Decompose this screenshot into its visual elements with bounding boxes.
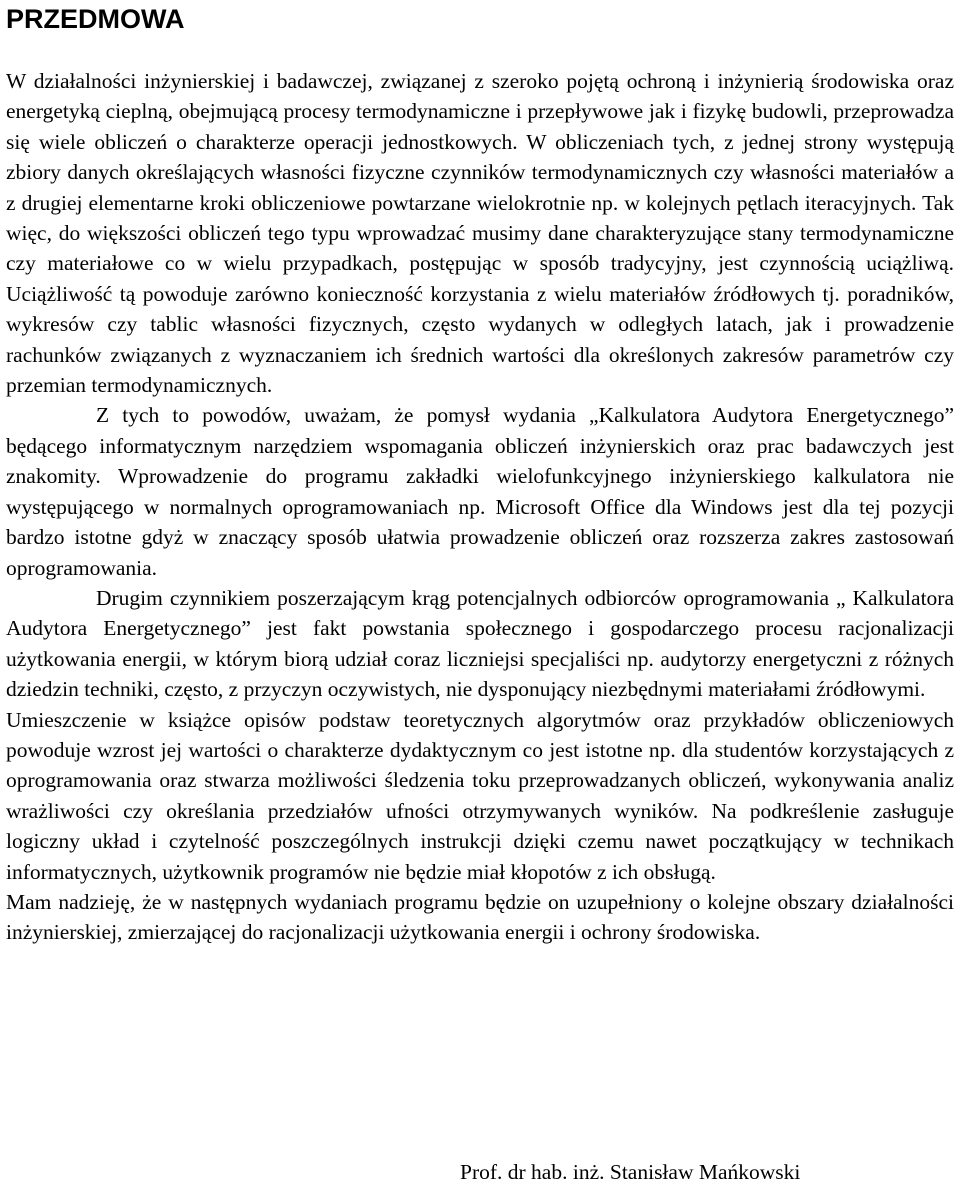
paragraph-didactic-value: Umieszczenie w książce opisów podstaw teoretycznych algorytmów oraz przykładów obliczeniowych powoduje wzrost jej wartości o charakterze dydaktycznym co jest istotne np. dla studentów korzystających z oprogramowania oraz stwarza możliwości śledzenia toku przeprowadzanych obliczeń, wykonywania analiz wrażliwości czy określania przedziałów ufności otrzymywanych wyników. Na podkreślenie zasługuje logiczny układ i czytelność poszczególnych instrukcji dzięki czemu nawet początkujący w technikach informatycznych, użytkownik programów nie będzie miał kłopotów z ich obsługą. [6,707,954,884]
preface-body [6,66,954,948]
page-title: PRZEDMOWA [6,4,185,34]
author-signature: Prof. dr hab. inż. Stanisław Mańkowski [460,1160,801,1184]
paragraph-calculator-idea: Z tych to powodów, uważam, że pomysł wydania „Kalkulatora Audytora Energetycznego” będącego informatycznym narzędziem wspomagania obliczeń inżynierskich oraz prac badawczych jest znakomity. Wprowadzenie do programu zakładki wielofunkcyjnego inżynierskiego kalkulatora nie występującego w normalnych oprogramowaniach np. Microsoft Office dla Windows jest dla tej pozycji bardzo istotne gdyż w znaczący sposób ułatwia prowadzenie obliczeń oraz rozszerza zakres zastosowań oprogramowania. [6,403,954,580]
paragraph-audience: Drugim czynnikiem poszerzającym krąg potencjalnych odbiorców oprogramowania „ Kalkulatora Audytora Energetycznego” jest fakt powstania społecznego i gospodarczego procesu racjonalizacji użytkowania energii, w którym biorą udział coraz liczniejsi specjaliści np. audytorzy energetyczni z różnych dziedzin techniki, często, z przyczyn oczywistych, nie dysponujący niezbędnymi materiałami źródłowymi. [6,585,954,702]
paragraph-closing-hope: Mam nadzieję, że w następnych wydaniach programu będzie on uzupełniony o kolejne obszary działalności inżynierskiej, zmierzającej do racjonalizacji użytkowania energii i ochrony środowiska. [6,889,954,945]
paragraph-intro: W działalności inżynierskiej i badawczej, związanej z szeroko pojętą ochroną i inżynierią środowiska oraz energetyką cieplną, obejmującą procesy termodynamiczne i przepływowe jak i fizykę budowli, przeprowadza się wiele obliczeń o charakterze operacji jednostkowych. W obliczeniach tych, z jednej strony występują zbiory danych określających własności fizyczne czynników termodynamicznych czy własności materiałów a z drugiej elementarne kroki obliczeniowe powtarzane wielokrotnie np. w kolejnych pętlach iteracyjnych. Tak więc, do większości obliczeń tego typu wprowadzać musimy dane charakteryzujące stany termodynamiczne czy materiałowe co w wielu przypadkach, postępując w sposób tradycyjny, jest czynnością uciążliwą. Uciążliwość tą powoduje zarówno konieczność korzystania z wielu materiałów źródłowych tj. poradników, wykresów czy tablic własności fizycznych, często wydanych w odległych latach, jak i prowadzenie rachunków związanych z wyznaczaniem ich średnich wartości dla określonych zakresów parametrów czy przemian termodynamicznych. [6,69,954,398]
